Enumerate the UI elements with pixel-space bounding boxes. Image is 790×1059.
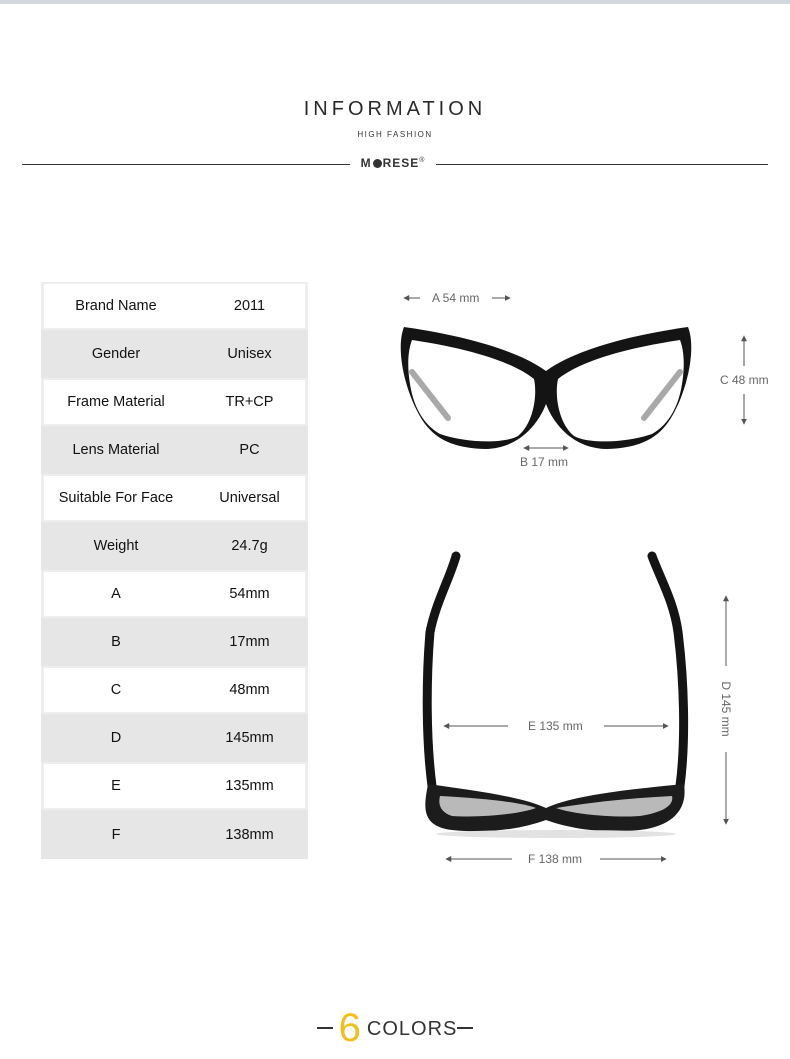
dim-c-label: C 48 mm — [720, 373, 769, 387]
colors-dash-left — [317, 1027, 333, 1029]
spec-label: Lens Material — [72, 442, 160, 458]
spec-label: Weight — [93, 538, 139, 554]
dim-a-label: A 54 mm — [432, 291, 480, 305]
page-title: INFORMATION — [303, 98, 487, 120]
spec-label: Frame Material — [67, 394, 165, 410]
spec-value: 24.7g — [231, 538, 268, 554]
dim-d-label: D 145 mm — [719, 681, 733, 737]
spec-label: B — [111, 634, 121, 650]
spec-label: C — [110, 682, 122, 698]
brand-logo: M RESE® — [360, 156, 426, 170]
spec-value: 138mm — [225, 826, 274, 843]
dim-f-label: F 138 mm — [528, 852, 583, 866]
spec-value: 145mm — [225, 730, 274, 746]
spec-label: F — [111, 826, 121, 843]
spec-label: E — [111, 778, 121, 794]
colors-count: 6 — [338, 1006, 361, 1050]
spec-value: 17mm — [229, 634, 270, 650]
spec-value: 2011 — [233, 298, 266, 314]
spec-value: PC — [239, 442, 260, 458]
spec-label: Gender — [91, 346, 141, 362]
spec-value: 135mm — [225, 778, 274, 794]
glasses-top-view — [425, 556, 684, 838]
spec-label: D — [110, 730, 122, 746]
dim-e-label: E 135 mm — [528, 719, 583, 733]
spec-label: A — [111, 586, 121, 602]
spec-label: Suitable For Face — [58, 490, 174, 506]
glasses-front-view — [401, 327, 692, 449]
registered-mark: ® — [419, 157, 426, 164]
colors-label: COLORS — [366, 1018, 458, 1040]
colors-heading — [0, 1006, 790, 1051]
page-subtitle: HIGH FASHION — [357, 130, 433, 139]
spec-value: TR+CP — [225, 394, 274, 410]
spec-value: 54mm — [229, 586, 270, 602]
spec-value: Universal — [219, 490, 280, 506]
spec-label: Brand Name — [75, 298, 157, 314]
spec-value: 48mm — [229, 682, 270, 698]
colors-dash-right — [457, 1027, 473, 1029]
spec-value: Unisex — [227, 346, 272, 362]
dim-b-label: B 17 mm — [520, 455, 569, 469]
